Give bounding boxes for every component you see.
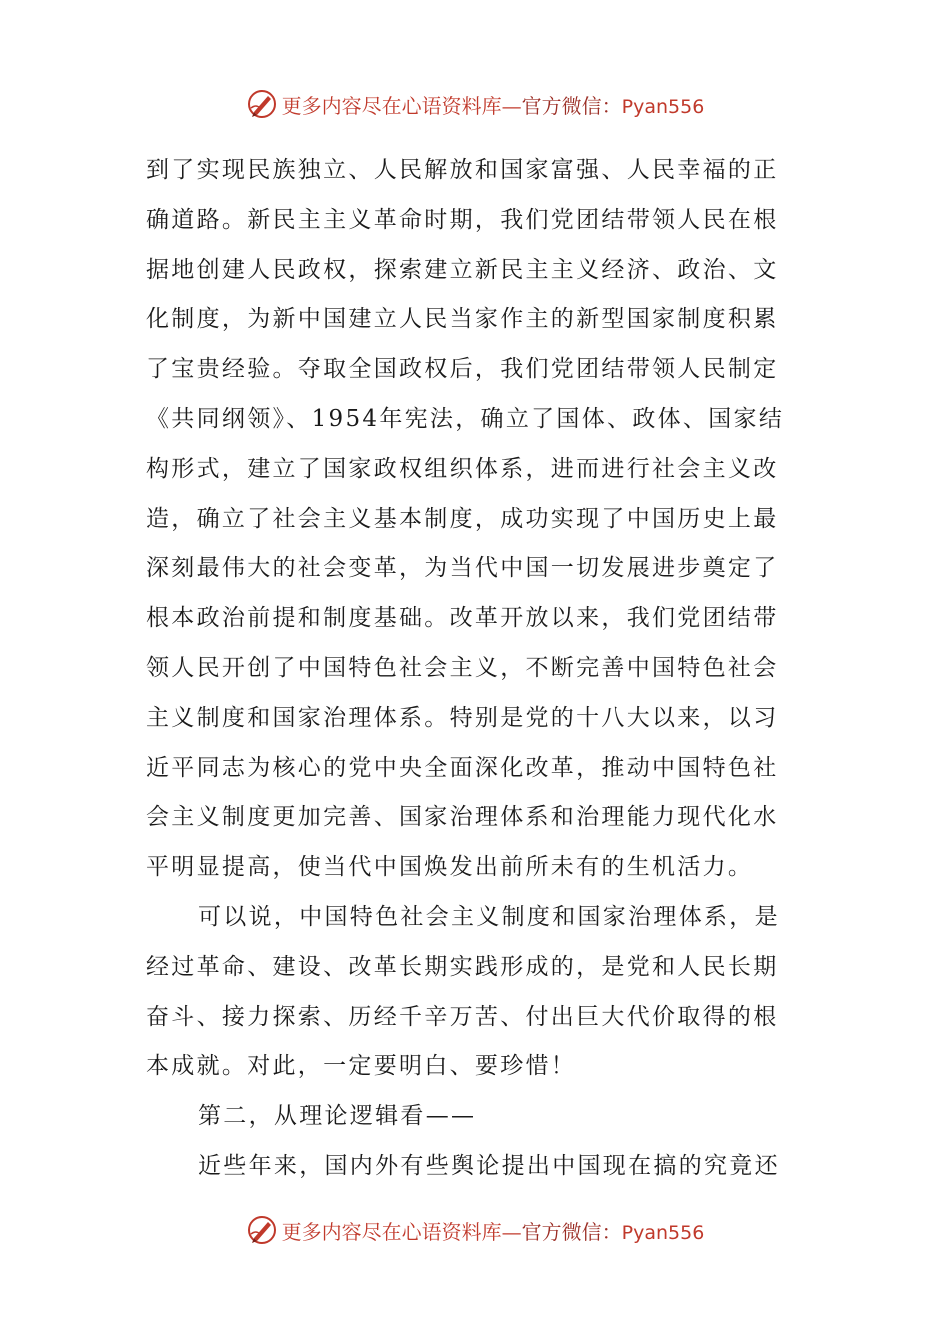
header-banner <box>0 82 950 126</box>
text-line: 主义制度和国家治理体系。特别是党的十八大以来，以习 <box>146 704 779 731</box>
pen-logo-icon <box>246 1214 278 1246</box>
pen-logo-icon <box>246 88 278 120</box>
text-line: 了宝贵经验。夺取全国政权后，我们党团结带领人民制定 <box>146 356 779 383</box>
footer-banner-text: 更多内容尽在心语资料库—官方微信：Pyan556 <box>281 1219 705 1244</box>
text-line: 构形式，建立了国家政权组织体系，进而进行社会主义改 <box>146 455 779 482</box>
text-line: 根本政治前提和制度基础。改革开放以来，我们党团结带 <box>146 605 779 632</box>
text-line: 确道路。新民主主义革命时期，我们党团结带领人民在根 <box>146 206 779 233</box>
text-line: 平明显提高，使当代中国焕发出前所未有的生机活力。 <box>146 854 754 881</box>
text-line: 经过革命、建设、改革长期实践形成的，是党和人民长期 <box>146 953 779 980</box>
text-line: 《共同纲领》、1954年宪法，确立了国体、政体、国家结 <box>146 405 785 432</box>
text-line: 本成就。对此，一定要明白、要珍惜！ <box>146 1053 577 1080</box>
text-line: 奋斗、接力探索、历经千辛万苦、付出巨大代价取得的根 <box>146 1003 779 1030</box>
text-line: 深刻最伟大的社会变革，为当代中国一切发展进步奠定了 <box>146 555 779 582</box>
wechat-id: Pyan556 <box>621 95 705 118</box>
header-banner-text: 更多内容尽在心语资料库—官方微信：Pyan556 <box>281 93 705 118</box>
text-line: 化制度，为新中国建立人民当家作主的新型国家制度积累 <box>146 306 779 333</box>
paragraph-start-line: 可以说，中国特色社会主义制度和国家治理体系，是 <box>198 903 780 930</box>
paragraph-start-line: 近些年来，国内外有些舆论提出中国现在搞的究竟还 <box>198 1152 780 1179</box>
footer-banner <box>0 1208 950 1252</box>
section-heading: 第二，从理论逻辑看—— <box>198 1103 477 1130</box>
text-line: 造，确立了社会主义基本制度，成功实现了中国历史上最 <box>146 505 779 532</box>
text-line: 到了实现民族独立、人民解放和国家富强、人民幸福的正 <box>146 157 779 183</box>
text-line: 据地创建人民政权，探索建立新民主主义经济、政治、文 <box>146 256 779 283</box>
text-line: 领人民开创了中国特色社会主义，不断完善中国特色社会 <box>146 654 779 681</box>
text-line: 近平同志为核心的党中央全面深化改革，推动中国特色社 <box>146 754 779 781</box>
document-body <box>146 146 808 1192</box>
text-line: 会主义制度更加完善、国家治理体系和治理能力现代化水 <box>146 804 779 831</box>
wechat-id: Pyan556 <box>621 1221 705 1244</box>
